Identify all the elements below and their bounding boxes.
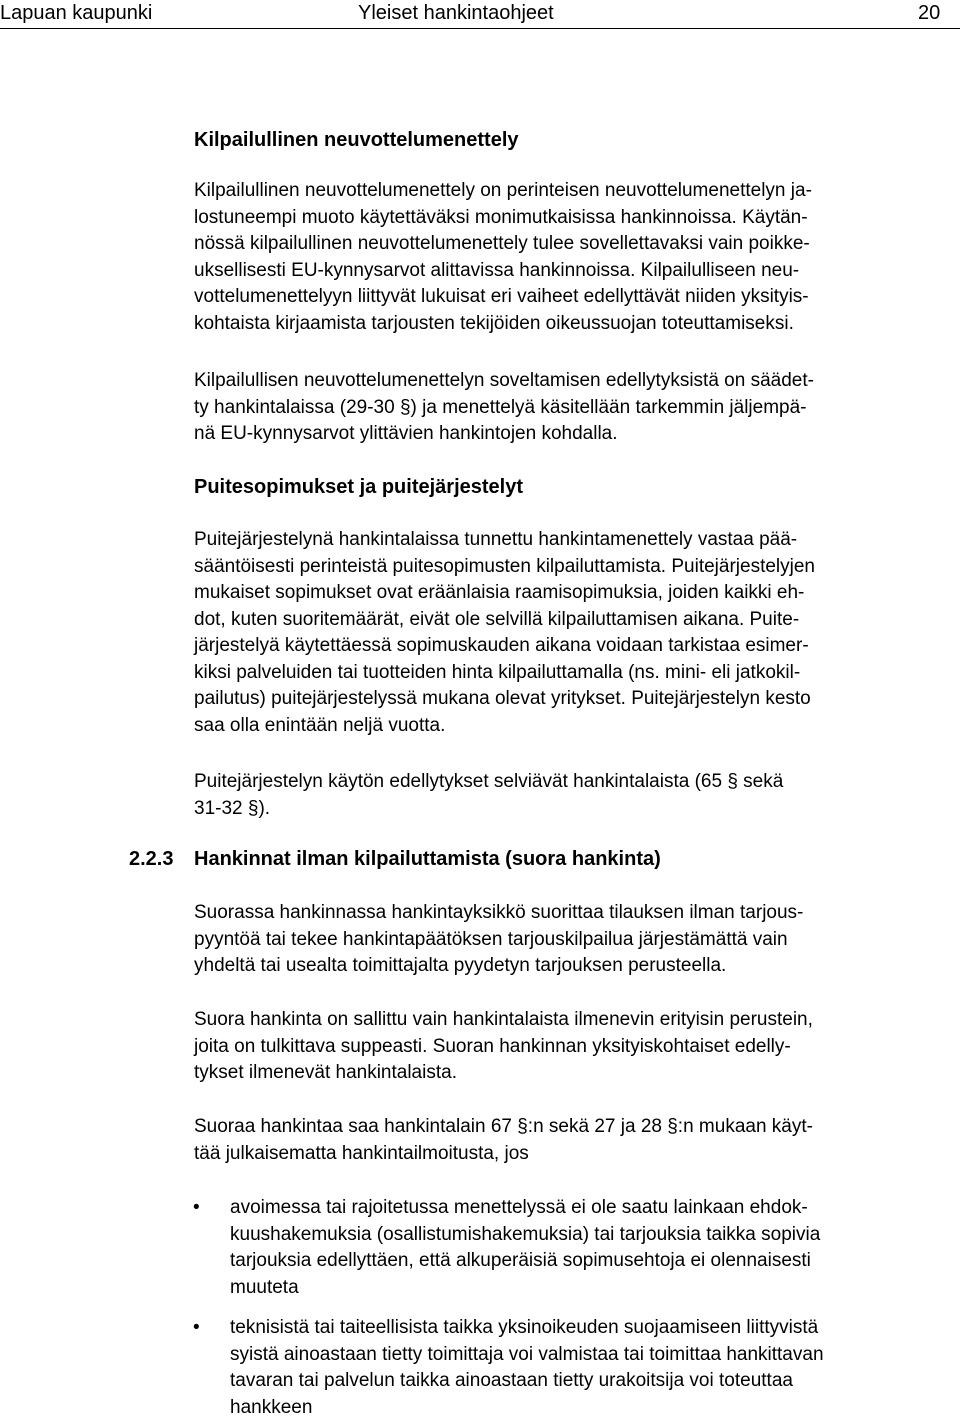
text-line: uksellisesti EU-kynnysarvot alittavissa hankinnoissa. Kilpailulliseen neu- [194,258,952,285]
text-line: nä EU-kynnysarvot ylittävien hankintojen kohdalla. [194,421,952,448]
text-line: järjestelyä käytettäessä sopimuskauden aikana voidaan tarkistaa esimer- [194,633,952,660]
text-line: teknisistä tai taiteellisista taikka yksinoikeuden suojaamiseen liittyvistä [230,1315,952,1342]
text-line: Suora hankinta on sallittu vain hankintalaista ilmenevin erityisin perustein, [194,1007,952,1034]
text-line: kohtaista kirjaamista tarjousten tekijöiden oikeussuojan toteuttamiseksi. [194,311,952,338]
text-line: avoimessa tai rajoitetussa menettelyssä ei ole saatu lainkaan ehdok- [230,1195,952,1222]
text-line: Suoraa hankintaa saa hankintalain 67 §:n sekä 27 ja 28 §:n mukaan käyt- [194,1114,952,1141]
paragraph [194,769,952,822]
text-line: Kilpailullinen neuvottelumenettely on perinteisen neuvottelumenettelyn ja- [194,178,952,205]
text-line: mukaiset sopimukset ovat eräänlaisia raamisopimuksia, joiden kaikki eh- [194,580,952,607]
text-line: Puitejärjestelynä hankintalaissa tunnettu hankintamenettely vastaa pää- [194,527,952,554]
paragraph [194,1114,952,1167]
text-line: ty hankintalaissa (29-30 §) ja menettelyä käsitellään tarkemmin jäljempä- [194,395,952,422]
section-heading-direct-procurement: Hankinnat ilman kilpailuttamista (suora hankinta) [194,846,952,872]
text-line: 31-32 §). [194,796,952,823]
bullet-icon: • [193,1315,200,1342]
text-line: vottelumenettelyyn liittyvät lukuisat eri vaiheet edellyttävät niiden yksityis- [194,284,952,311]
header-organization: Lapuan kaupunki [0,1,152,25]
text-line: tarjouksia edellyttäen, että alkuperäisiä sopimusehtoja ei olennaisesti [230,1248,952,1275]
text-line: sääntöisesti perinteistä puitesopimusten kilpailuttamista. Puitejärjestelyjen [194,554,952,581]
text-line: dot, kuten suoritemäärät, eivät ole selvillä kilpailuttamisen aikana. Puite- [194,607,952,634]
text-line: kuushakemuksia (osallistumishakemuksia) tai tarjouksia taikka sopivia [230,1222,952,1249]
text-line: saa olla enintään neljä vuotta. [194,713,952,740]
text-line: lostuneempi muoto käytettäväksi monimutkaisissa hankinnoissa. Käytän- [194,205,952,232]
text-line: Puitejärjestelyn käytön edellytykset selviävät hankintalaista (65 § sekä [194,769,952,796]
header-document-title: Yleiset hankintaohjeet [358,1,554,25]
paragraph [194,368,952,448]
text-line: yhdeltä tai usealta toimittajalta pyydetyn tarjouksen perusteella. [194,953,952,980]
text-line: Suorassa hankinnassa hankintayksikkö suorittaa tilauksen ilman tarjous- [194,900,952,927]
header-divider [0,28,960,29]
text-line: tää julkaisematta hankintailmoitusta, jos [194,1141,952,1168]
header-page-number: 20 [918,1,940,25]
text-line: pyyntöä tai tekee hankintapäätöksen tarjouskilpailua järjestämättä vain [194,927,952,954]
section-heading-competitive-dialogue: Kilpailullinen neuvottelumenettely [194,127,952,153]
text-line: muuteta [230,1275,952,1302]
text-line: tykset ilmenevät hankintalaista. [194,1060,952,1087]
section-number: 2.2.3 [129,846,173,872]
paragraph [194,527,952,739]
text-line: nössä kilpailullinen neuvottelumenettely tulee sovellettavaksi vain poikke- [194,231,952,258]
text-line: pailutus) puitejärjestelyssä mukana olevat yritykset. Puitejärjestelyn kesto [194,686,952,713]
text-line: kiksi palveluiden tai tuotteiden hinta kilpailuttamalla (ns. mini- eli jatkokil- [194,660,952,687]
bullet-icon: • [193,1195,200,1222]
paragraph [194,178,952,337]
paragraph [194,900,952,980]
text-line: hankkeen [230,1395,952,1421]
text-line: joita on tulkittava suppeasti. Suoran hankinnan yksityiskohtaiset edelly- [194,1034,952,1061]
list-item [230,1195,952,1301]
list-item [230,1315,952,1421]
paragraph [194,1007,952,1087]
page-header [0,0,960,30]
section-heading-framework-agreements: Puitesopimukset ja puitejärjestelyt [194,474,952,500]
text-line: tavaran tai palvelun taikka ainoastaan tietty urakoitsija voi toteuttaa [230,1368,952,1395]
text-line: Kilpailullisen neuvottelumenettelyn soveltamisen edellytyksistä on säädet- [194,368,952,395]
text-line: syistä ainoastaan tietty toimittaja voi valmistaa tai toimittaa hankittavan [230,1342,952,1369]
